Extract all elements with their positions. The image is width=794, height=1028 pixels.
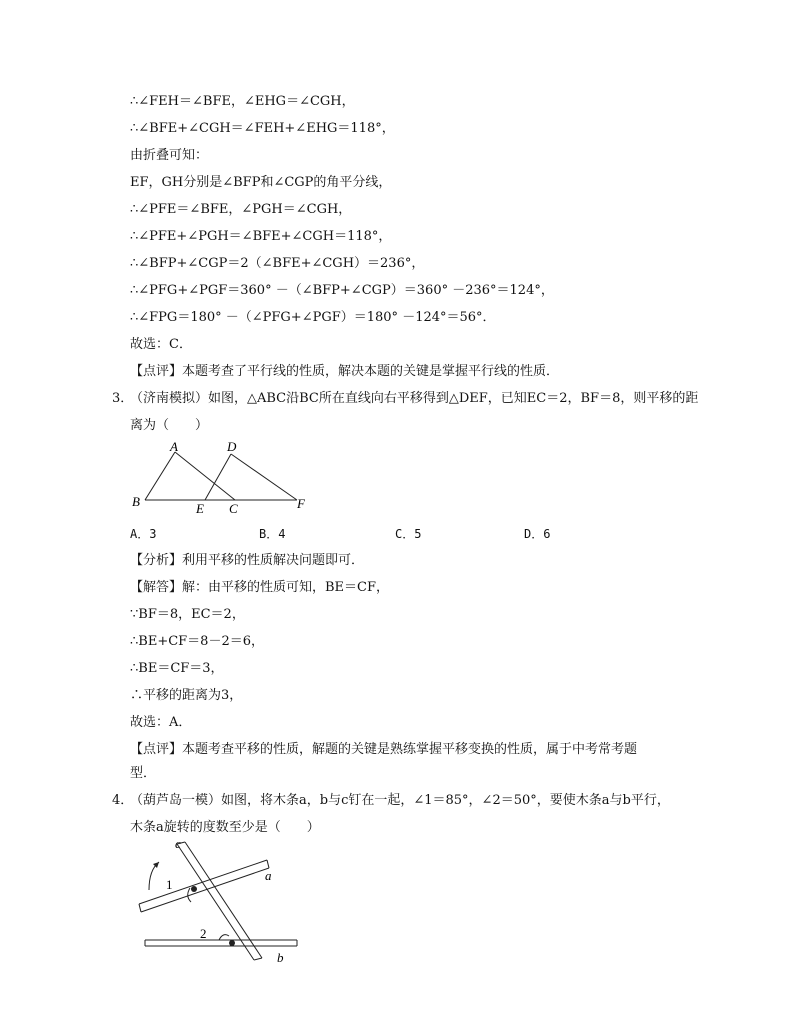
solution-line: ∴∠BFE+∠CGH＝∠FEH+∠EHG＝118°， (130, 121, 395, 136)
label-A: A (170, 439, 178, 454)
solution-line: ∴∠PFG+∠PGF＝360° －（∠BFP+∠CGP）＝360° －236°＝124°， (130, 283, 554, 298)
label-angle-2: 2 (200, 926, 207, 941)
question-stem: 木条a旋转的度数至少是（ ） (130, 820, 320, 835)
comment-line: 【点评】本题考查了平行线的性质，解决本题的关键是掌握平行线的性质． (130, 364, 560, 379)
solution-line: ∴∠FPG＝180° －（∠PFG+∠PGF）＝180° －124°＝56°． (130, 310, 496, 325)
label-C: C (229, 501, 238, 516)
translation-figure (125, 438, 325, 516)
solution-line: ∴∠PFE+∠PGH＝∠BFE+∠CGH＝118°， (130, 229, 392, 244)
analysis-line: 【分析】利用平移的性质解决问题即可． (130, 553, 365, 568)
solution-line: 【解答】解：由平移的性质可知，BE＝CF， (130, 580, 390, 595)
comment-line: 型． (130, 766, 157, 781)
question-stem: （济南模拟）如图，△ABC沿BC所在直线向右平移得到△DEF，已知EC＝2，BF＝8，则平移的距 (130, 391, 699, 406)
label-D: D (227, 439, 237, 454)
label-angle-1: 1 (166, 877, 173, 892)
label-a: a (265, 868, 272, 883)
label-c: c (175, 840, 181, 851)
answer-line: 故选：A． (130, 715, 192, 730)
solution-line: ∴BE＝CF＝3， (130, 661, 224, 676)
sticks-figure (135, 840, 310, 968)
label-E: E (196, 501, 204, 516)
label-b: b (277, 950, 284, 965)
option-d: D．6 (524, 527, 551, 541)
question-number: 4． (112, 793, 134, 808)
question-number: 3． (112, 391, 134, 406)
label-F: F (297, 496, 305, 511)
option-b: B．4 (259, 527, 286, 541)
solution-line: ∴∠PFE＝∠BFE，∠PGH＝∠CGH， (130, 202, 352, 217)
solution-line: ∴BE+CF＝8－2＝6， (130, 634, 264, 649)
comment-line: 【点评】本题考查平移的性质，解题的关键是熟练掌握平移变换的性质，属于中考常考题 (130, 742, 638, 757)
solution-line: EF，GH分别是∠BFP和∠CGP的角平分线， (130, 175, 392, 190)
solution-line: ∴平移的距离为3， (130, 688, 243, 703)
answer-line: 故选：C． (130, 337, 192, 352)
question-stem: 离为（ ） (130, 418, 209, 433)
solution-line: 由折叠可知： (130, 148, 209, 163)
solution-line: ∴∠BFP+∠CGP＝2（∠BFE+∠CGH）＝236°， (130, 256, 425, 271)
solution-line: ∵BF＝8，EC＝2， (130, 607, 245, 622)
option-a: A．3 (130, 527, 157, 541)
option-c: C．5 (395, 527, 422, 541)
label-B: B (132, 494, 140, 509)
solution-line: ∴∠FEH＝∠BFE，∠EHG＝∠CGH， (130, 94, 355, 109)
question-stem: （葫芦岛一模）如图，将木条a，b与c钉在一起，∠1＝85°，∠2＝50°，要使木条a与b平行， (130, 793, 670, 808)
